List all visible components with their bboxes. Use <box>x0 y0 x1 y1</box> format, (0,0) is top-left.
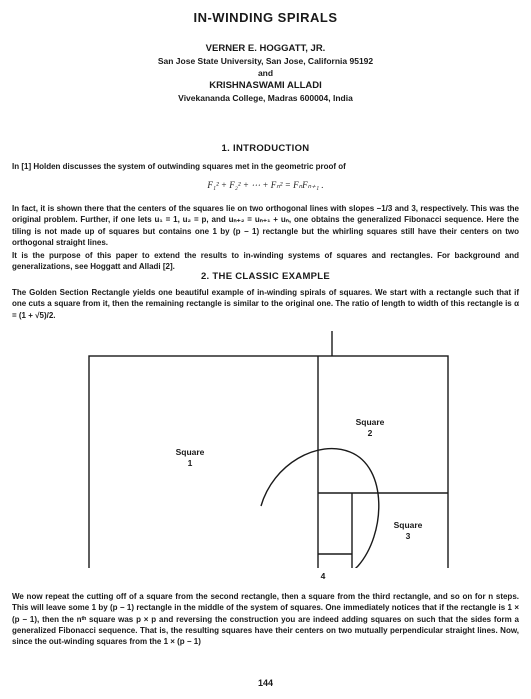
spiral-curve <box>261 449 379 568</box>
author-1-affiliation: San Jose State University, San Jose, California 95192 <box>157 56 374 66</box>
square-1-label <box>170 447 210 469</box>
section-2-paragraph-1: The Golden Section Rectangle yields one beautiful example of in-winding spirals of squares. We start with a rectangle such that if one cuts a square from it, then the remaining rectangle is similar to the original one. The ratio of length to width of this rectangle is α = (1 + √5)/2. <box>12 288 519 320</box>
square-3-number: 3 <box>405 531 411 541</box>
square-3-label <box>388 520 428 542</box>
square-4-number: 4 <box>320 571 326 581</box>
section-2-heading: 2. THE CLASSIC EXAMPLE <box>200 271 331 282</box>
page-number: 144 <box>257 678 274 688</box>
section-1-paragraph-2: In fact, it is shown there that the centers of the squares lie on two orthogonal lines with slopes −1/3 and 3, respectively. This was the original problem. Further, if one lets u₁ = 1, u₂ = p, and uₙ₊₂ = uₙ₊₁ + uₙ, one obtains the generalized Fibonacci sequence. Here the tiling is not made up of squares but contains one 1 by (p − 1) rectangle but the whirling squares still have their centers on two orthogonal straight lines. <box>12 204 519 247</box>
square-1-number: 1 <box>187 458 193 468</box>
section-1-paragraph-3: It is the purpose of this paper to extend the results to in-winding systems of squares and rectangles. For background and generalizations, see Hoggatt and Alladi [2]. <box>12 251 519 272</box>
square-2-word: Square <box>355 417 385 427</box>
author-2-name: KRISHNASWAMI ALLADI <box>209 80 322 91</box>
square-2-label <box>350 417 390 439</box>
author-1-name: VERNER E. HOGGATT, JR. <box>205 43 326 54</box>
author-conjunction: and <box>257 68 274 78</box>
square-2-number: 2 <box>367 428 373 438</box>
author-2-affiliation: Vivekananda College, Madras 600004, India <box>178 93 353 103</box>
square-3-word: Square <box>393 520 423 530</box>
square-1-word: Square <box>175 447 205 457</box>
section-1-intro: In [1] Holden discusses the system of outwinding squares met in the geometric proof of <box>12 162 346 171</box>
paper-title: IN-WINDING SPIRALS <box>193 10 338 25</box>
sum-of-squares-formula: F₁² + F₂² + ⋯ + Fₙ² = FₙFₙ₊₁ . <box>207 180 324 190</box>
square-4-label <box>318 571 328 582</box>
section-2-paragraph-2: We now repeat the cutting off of a square from the second rectangle, then a square from the third rectangle, and so on for n steps. This will leave some 1 by (p − 1) rectangle in the middle of the system of squares. One immediately notices that if the rectangle is 1 × (p − 1), then the nᵗʰ square was p × p and reversing the construction you are indeed adding squares on such that the sides form a generalized Fibonacci sequence. That is, the resulting squares have their centers on two mutually perpendicular straight lines. Now, since the out-winding squares from the 1 × (p − 1) <box>12 592 519 647</box>
section-1-heading: 1. INTRODUCTION <box>221 143 310 154</box>
